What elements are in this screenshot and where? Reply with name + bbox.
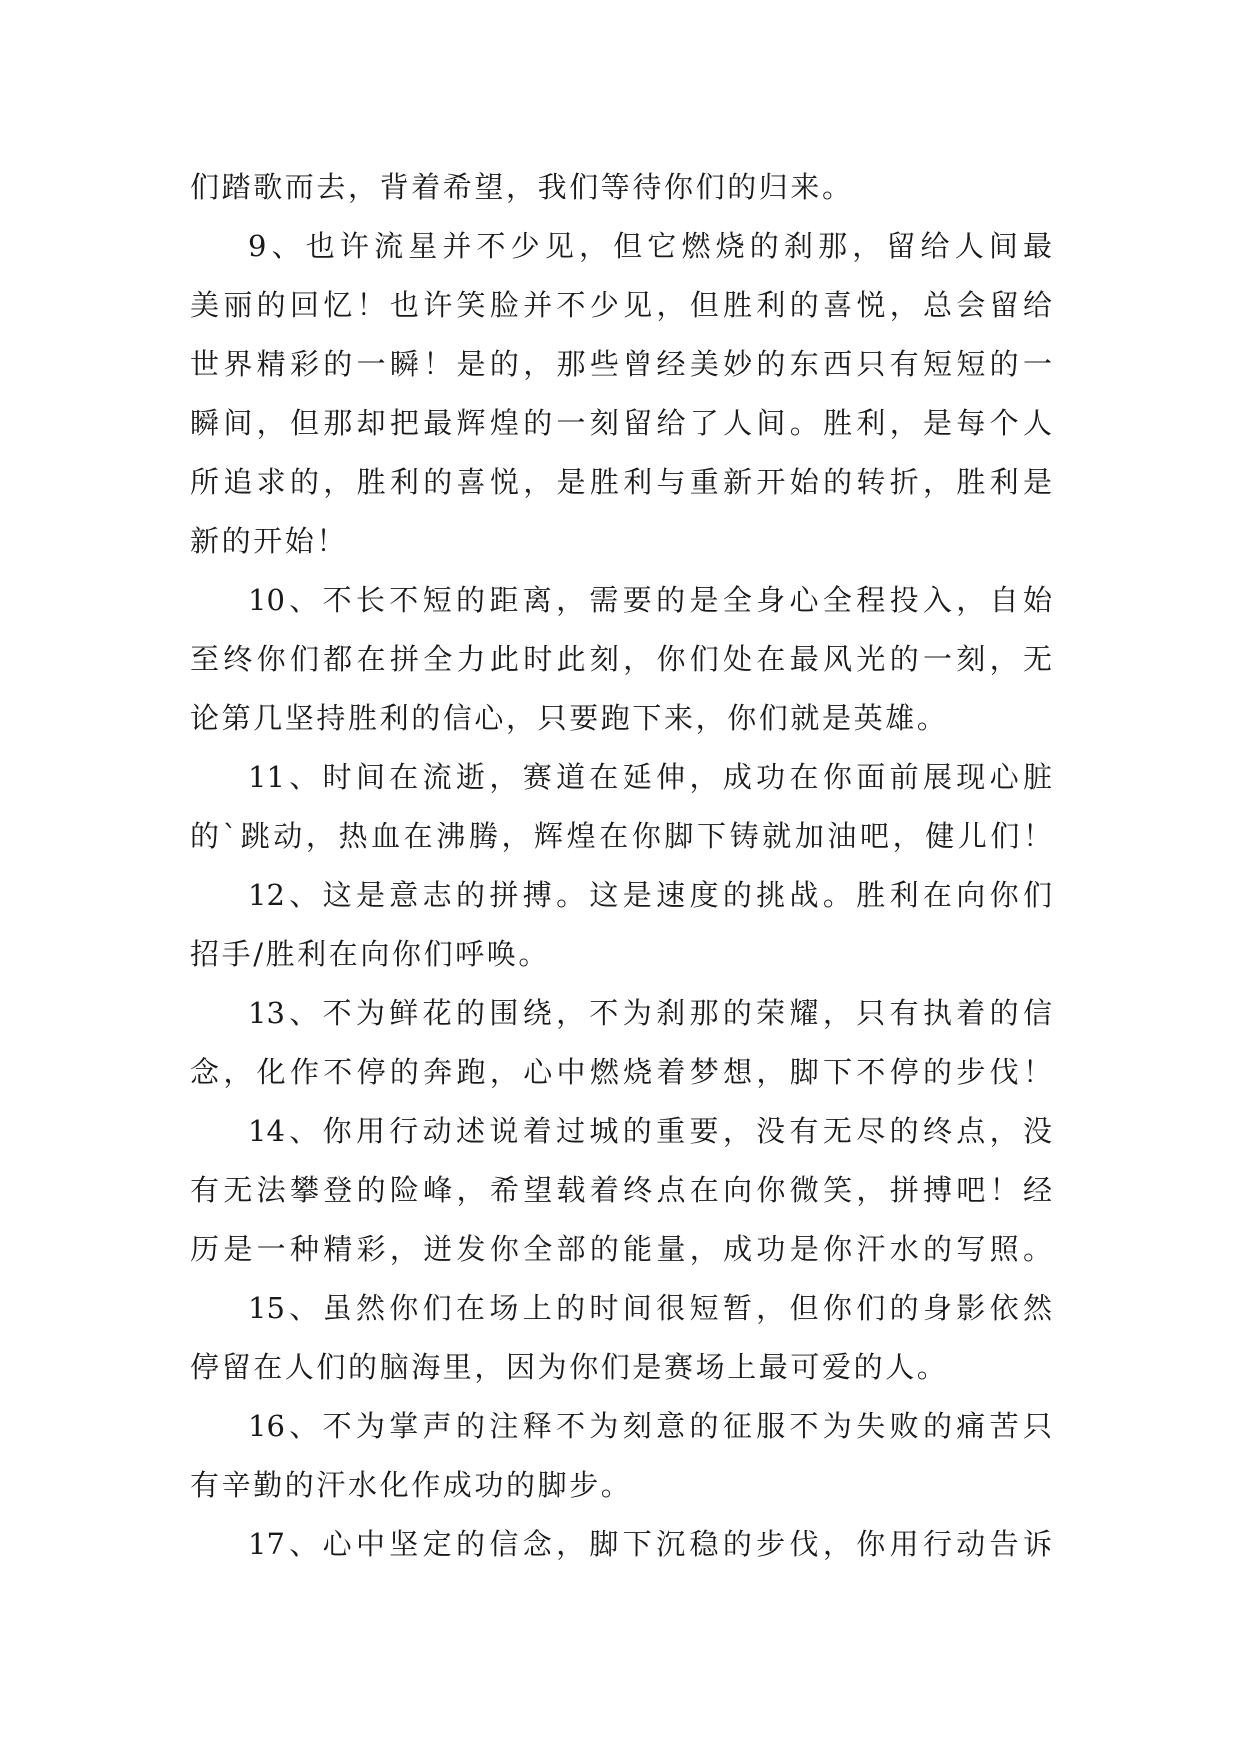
- text-line: 13、不为鲜花的围绕，不为刹那的荣耀，只有执着的信: [248, 996, 1052, 1030]
- text-line: 16、不为掌声的注释不为刻意的征服不为失败的痛苦只: [248, 1409, 1052, 1443]
- text-line: 历是一种精彩，迸发你全部的能量，成功是你汗水的写照。: [190, 1232, 1052, 1266]
- text-line: 新的开始！: [190, 524, 349, 558]
- text-line: 11、时间在流逝，赛道在延伸，成功在你面前展现心脏: [248, 760, 1052, 794]
- text-line: 9、也许流星并不少见，但它燃烧的刹那，留给人间最: [248, 229, 1052, 263]
- text-line: 10、不长不短的距离，需要的是全身心全程投入，自始: [248, 583, 1052, 617]
- text-line: 论第几坚持胜利的信心，只要跑下来，你们就是英雄。: [190, 701, 949, 735]
- text-line: 世界精彩的一瞬！是的，那些曾经美妙的东西只有短短的一: [190, 347, 1052, 381]
- text-line: 有无法攀登的险峰，希望载着终点在向你微笑，拼搏吧！经: [190, 1173, 1052, 1207]
- text-line: 念，化作不停的奔跑，心中燃烧着梦想，脚下不停的步伐！: [190, 1055, 1052, 1089]
- text-line: 瞬间，但那却把最辉煌的一刻留给了人间。胜利，是每个人: [190, 406, 1052, 440]
- text-line: 14、你用行动述说着过城的重要，没有无尽的终点，没: [248, 1114, 1052, 1148]
- text-line: 12、这是意志的拼搏。这是速度的挑战。胜利在向你们: [248, 878, 1052, 912]
- text-line: 停留在人们的脑海里，因为你们是赛场上最可爱的人。: [190, 1350, 949, 1384]
- text-line: 17、心中坚定的信念，脚下沉稳的步伐，你用行动告诉: [248, 1527, 1052, 1561]
- text-line: 的`跳动，热血在沸腾，辉煌在你脚下铸就加油吧，健儿们！: [190, 819, 1052, 853]
- text-line: 15、虽然你们在场上的时间很短暂，但你们的身影依然: [248, 1291, 1052, 1325]
- text-line: 们踏歌而去，背着希望，我们等待你们的归来。: [190, 170, 854, 204]
- text-line: 所追求的，胜利的喜悦，是胜利与重新开始的转折，胜利是: [190, 465, 1052, 499]
- text-line: 至终你们都在拼全力此时此刻，你们处在最风光的一刻，无: [190, 642, 1052, 676]
- text-line: 有辛勤的汗水化作成功的脚步。: [190, 1468, 633, 1502]
- document-page: [190, 158, 1052, 1574]
- text-line: 美丽的回忆！也许笑脸并不少见，但胜利的喜悦，总会留给: [190, 288, 1052, 322]
- text-line: 招手/胜利在向你们呼唤。: [190, 937, 550, 971]
